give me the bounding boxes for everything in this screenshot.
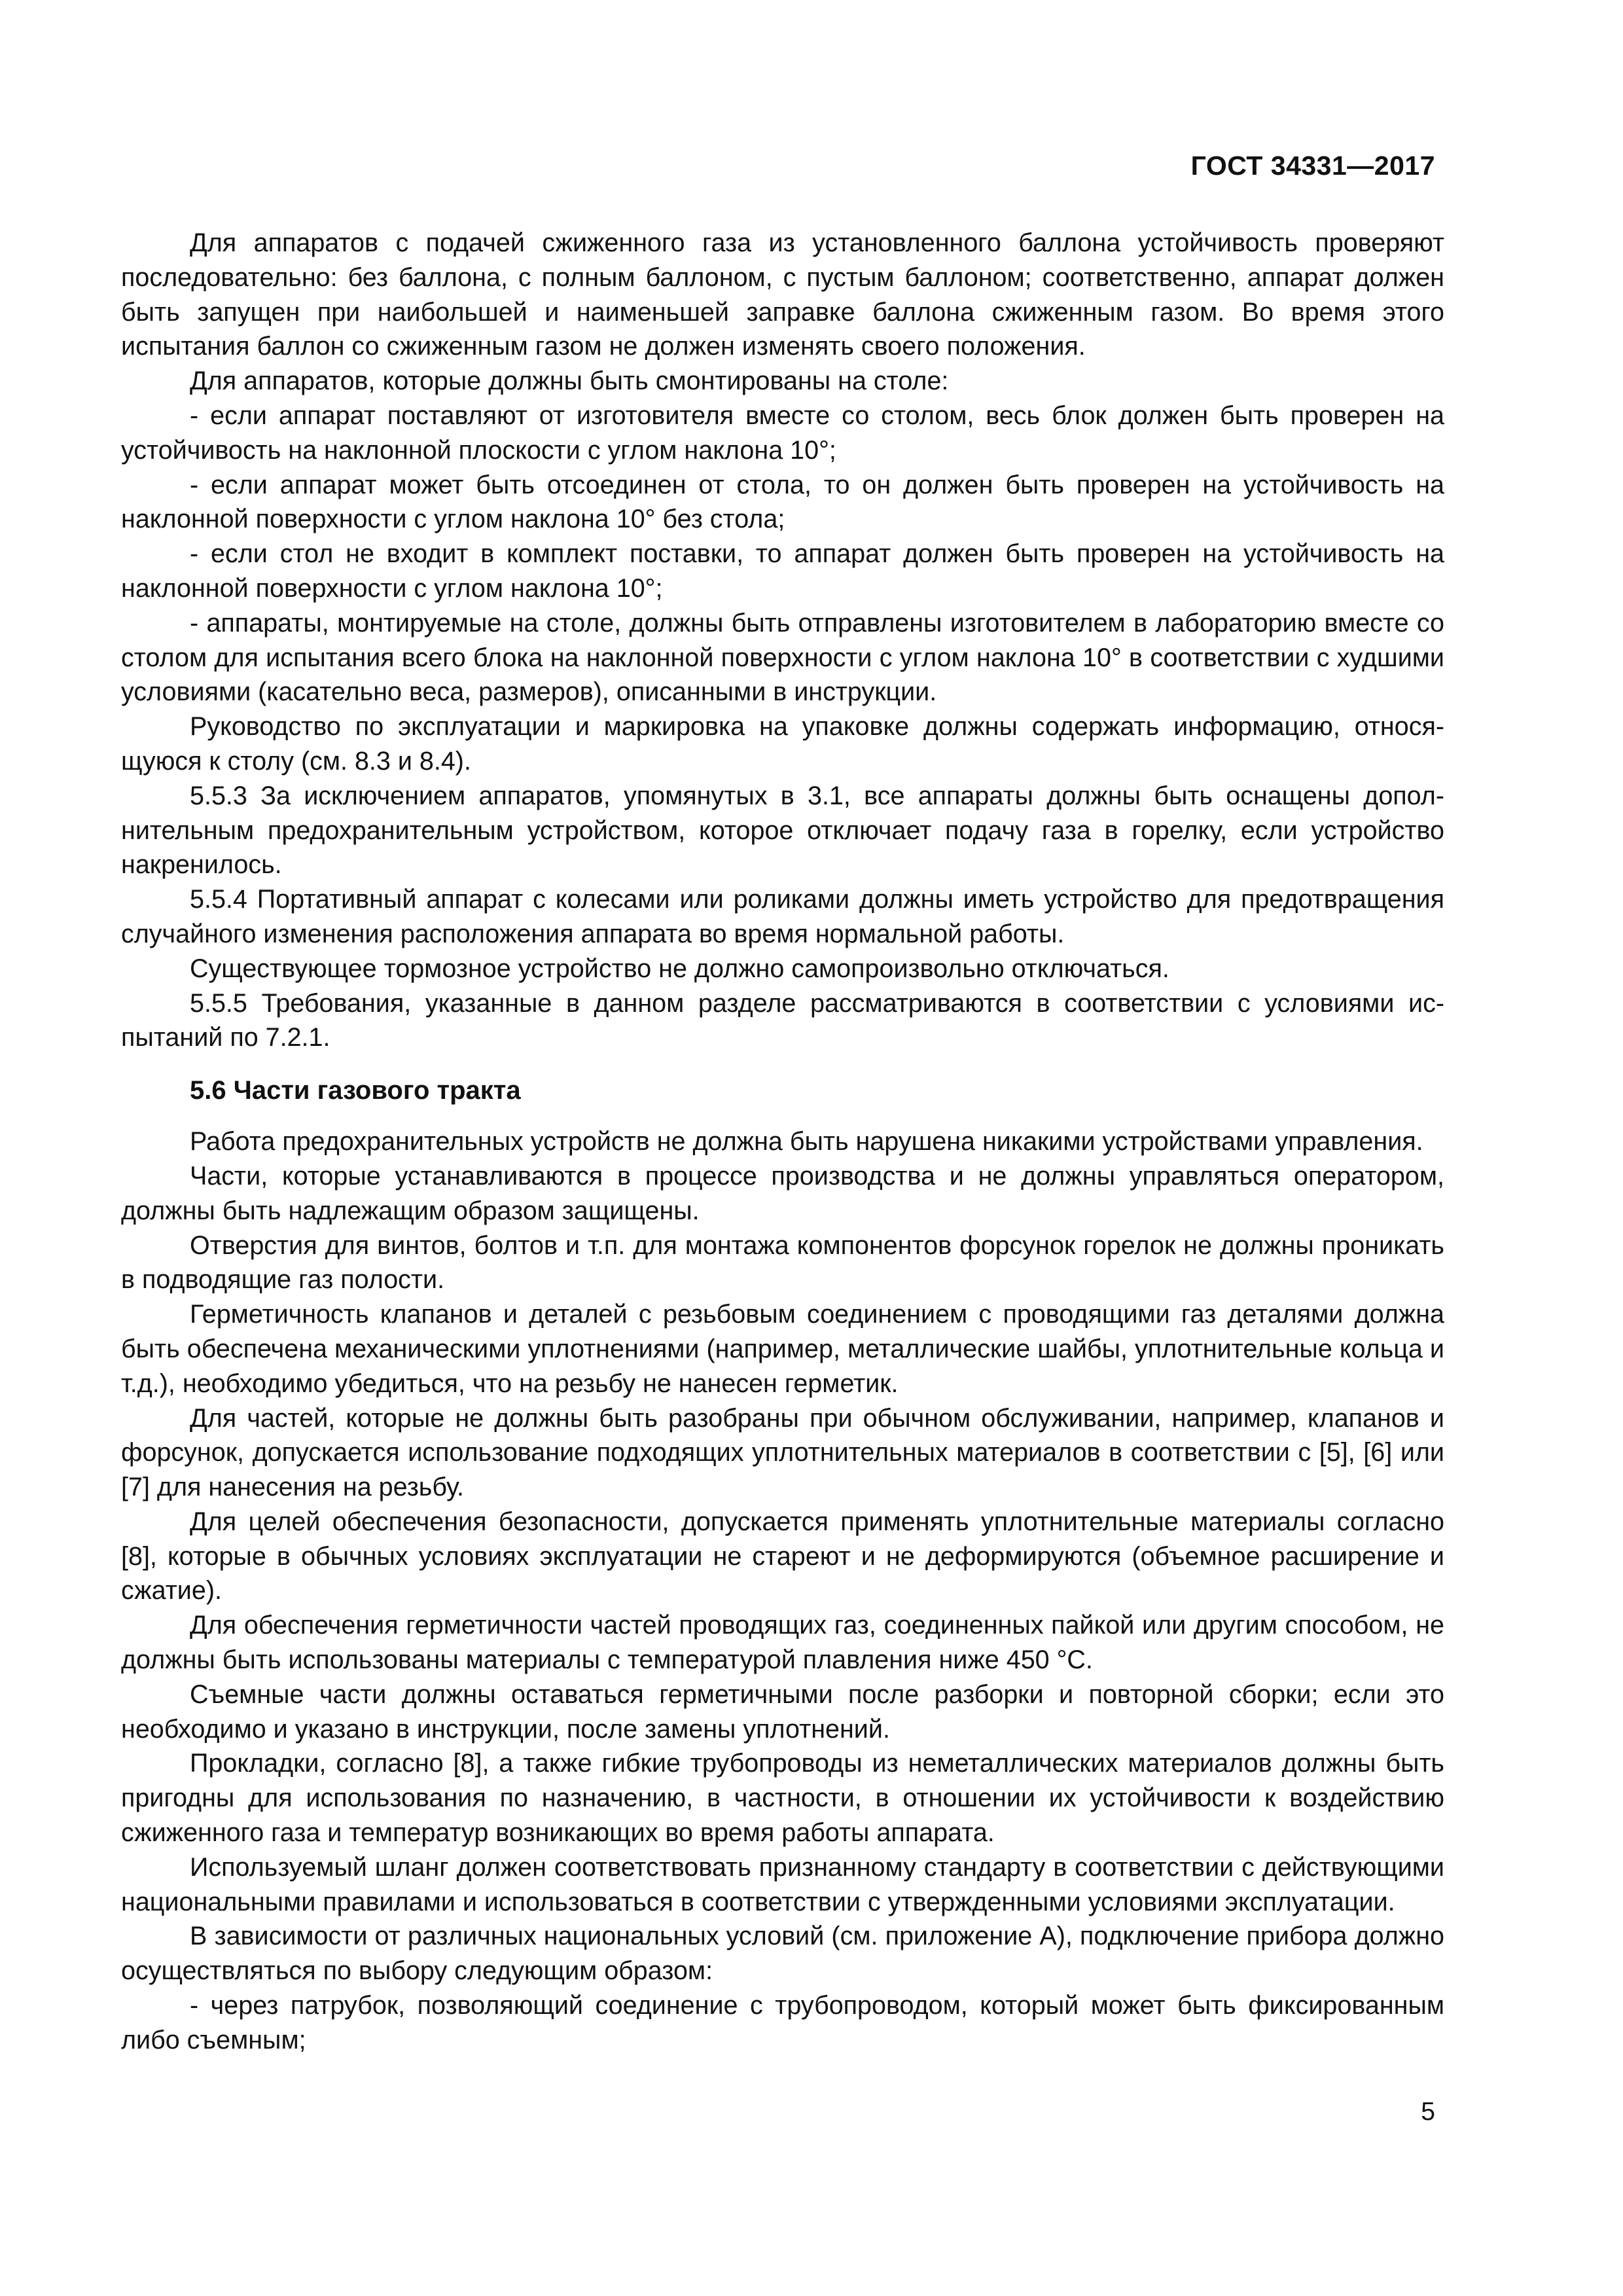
list-item: - если аппарат поставляют от изготовителя вместе со столом, весь блок должен быть проверен на устойчивость на наклонной плоскости с углом наклона 10°;	[121, 401, 1444, 465]
paragraph: Существующее тормозное устройство не должно самопроизвольно отключаться.	[190, 954, 1169, 983]
paragraph: Для обеспечения герметичности частей проводящих газ, соединенных пайкой или другим способом, не должны быть использованы материалы с температурой плавления ниже 450 °C.	[121, 1611, 1444, 1675]
paragraph: Руководство по эксплуатации и маркировка на упаковке должны содержать информацию, относящуюся к столу (см. 8.3 и 8.4).	[121, 712, 1444, 776]
paragraph: Используемый шланг должен соответствовать признанному стандарту в соответствии с действующими национальными правилами и использоваться в соответствии с утвержденными условиями эксплуатации.	[121, 1852, 1444, 1916]
clause-5-5-4: 5.5.4 Портативный аппарат с колесами или роликами должны иметь устройство для предотвращения случайного изменения расположения аппарата во время нормальной работы.	[121, 885, 1444, 948]
paragraph: Съемные части должны оставаться герметичными после разборки и повторной сборки; если это необходимо и указано в инструкции, после замены уплотнений.	[121, 1679, 1444, 1744]
document-body	[121, 226, 1444, 2058]
clause-5-5-3: 5.5.3 За исключением аппаратов, упомянутых в 3.1, все аппараты должны быть оснащены дополнительным предохранительным устройством, которое отключает подачу газа в горелку, если устройство накренилось.	[121, 781, 1444, 880]
paragraph: Для частей, которые не должны быть разобраны при обычном обслуживании, например, клапанов и форсунок, допускается использование подходящих уплотнительных материалов в соответствии с [5], [6] или [7] для нанесения на резьбу.	[121, 1403, 1444, 1502]
paragraph: Прокладки, согласно [8], а также гибкие трубопроводы из неметаллических материалов должны быть пригодны для использования по назначению, в частности, в отношении их устойчивости к воздействию сжиженного газа и температур возникающих во время работы аппарата.	[121, 1749, 1444, 1848]
paragraph: Для аппаратов с подачей сжиженного газа из установленного баллона устойчивость проверяют последовательно: без баллона, с полным баллоном, с пустым баллоном; соответственно, аппарат должен быть запущен при наибольшей и наименьшей заправке баллона сжиженным газом. Во время этого испытания баллон со сжиженным газом не должен изменять своего положения.	[121, 228, 1444, 361]
clause-5-5-5: 5.5.5 Требования, указанные в данном разделе рассматриваются в соответствии с условиями испытаний по 7.2.1.	[121, 988, 1444, 1052]
paragraph: Для аппаратов, которые должны быть смонтированы на столе:	[190, 367, 949, 396]
list-item: - если стол не входит в комплект поставки, то аппарат должен быть проверен на устойчивость на наклонной поверхности с углом наклона 10°;	[121, 539, 1444, 603]
page-number: 5	[1421, 2098, 1435, 2126]
paragraph: Части, которые устанавливаются в процессе производства и не должны управляться оператором, должны быть надлежащим образом защищены.	[121, 1161, 1444, 1225]
list-item: - аппараты, монтируемые на столе, должны быть отправлены изготовителем в лабораторию вместе со столом для испытания всего блока на наклонной поверхности с углом наклона 10° в соответствии с худшими условиями (касательно веса, размеров), описанными в инструкции.	[121, 608, 1444, 707]
list-item: - через патрубок, позволяющий соединение с трубопроводом, который может быть фиксированным либо съемным;	[121, 1991, 1444, 2054]
section-heading: 5.6 Части газового тракта	[190, 1076, 521, 1105]
paragraph: В зависимости от различных национальных условий (см. приложение А), подключение прибора должно осуществляться по выбору следующим образом:	[121, 1922, 1444, 1986]
standard-header: ГОСТ 34331—2017	[1190, 151, 1435, 181]
paragraph: Работа предохранительных устройств не должна быть нарушена никакими устройствами управления.	[190, 1127, 1423, 1157]
paragraph: Для целей обеспечения безопасности, допускается применять уплотнительные материалы согласно [8], которые в обычных условиях эксплуатации не стареют и не деформируются (объемное расширение и сжатие).	[121, 1507, 1444, 1605]
list-item: - если аппарат может быть отсоединен от стола, то он должен быть проверен на устойчивость на наклонной поверхности с углом наклона 10° без стола;	[121, 470, 1444, 534]
paragraph: Герметичность клапанов и деталей с резьбовым соединением с проводящими газ деталями должна быть обеспечена механическими уплотнениями (например, металлические шайбы, уплотнительные кольца и т.д.), необходимо убедиться, что на резьбу не нанесен герметик.	[121, 1300, 1444, 1398]
paragraph: Отверстия для винтов, болтов и т.п. для монтажа компонентов форсунок горелок не должны проникать в подводящие газ полости.	[121, 1230, 1444, 1295]
